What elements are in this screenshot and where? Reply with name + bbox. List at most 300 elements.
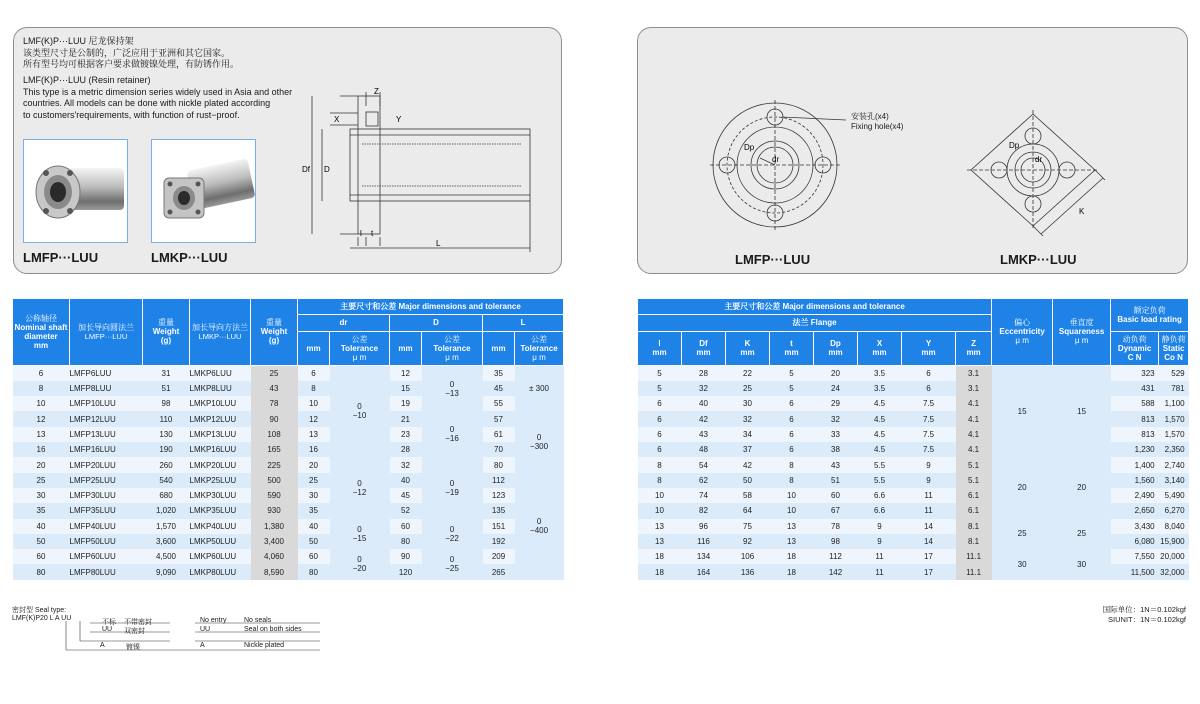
header-col-unit: mm (740, 348, 755, 358)
z-value-cell: 6.1 (956, 503, 992, 518)
tolerance-upper: 0 (449, 425, 455, 435)
z-value-cell: 4.1 (956, 427, 992, 442)
dr-tolerance-cell (330, 519, 390, 550)
lmfp-weight-cell: 190 (143, 442, 190, 457)
D-tolerance-cell (422, 519, 483, 550)
lmkp-model-cell: LMKP8LUU (190, 381, 251, 396)
dynamic-load-cell: 1,230 (1111, 442, 1159, 457)
lmkp-dr-label: dr (1035, 155, 1043, 164)
lmkp-model-cell: LMKP20LUU (190, 457, 251, 472)
t-value-cell: 13 (770, 519, 814, 534)
header-t-col (770, 331, 814, 365)
dp-value-cell: 98 (814, 534, 858, 549)
shaft-diameter-cell: 30 (13, 488, 70, 503)
table-row (13, 549, 564, 564)
y-value-cell: 14 (902, 534, 956, 549)
l-value-cell: 13 (638, 534, 682, 549)
tolerance-lower: −16 (445, 434, 459, 444)
header-D: D (390, 315, 483, 331)
eccentricity-cell: 30 (992, 549, 1053, 580)
x-value-cell: 6.6 (858, 503, 902, 518)
shaft-diameter-cell: 12 (13, 411, 70, 426)
z-value-cell: 5.1 (956, 473, 992, 488)
y-value-cell: 11 (902, 488, 956, 503)
D-tolerance-cell (422, 549, 483, 580)
df-value-cell: 28 (682, 365, 726, 381)
x-value-cell: 11 (858, 549, 902, 564)
seal-row-2-code: UU (102, 626, 113, 633)
dr-value-cell: 20 (298, 457, 330, 472)
dp-value-cell: 33 (814, 427, 858, 442)
squareness-cell: 25 (1053, 519, 1111, 550)
k-value-cell: 30 (726, 396, 770, 411)
static-load-cell: 1,100 (1159, 396, 1189, 411)
header-L-tolerance: 公差 Tolerance μ m (515, 331, 564, 365)
lmkp-weight-cell: 165 (251, 442, 298, 457)
seal-row-2-cn: 双密封 (124, 628, 145, 635)
static-load-cell: 5,490 (1159, 488, 1189, 503)
L-value-cell: 70 (483, 442, 515, 457)
dynamic-load-cell: 813 (1111, 411, 1159, 426)
lmfp-dr-label: dr (772, 155, 780, 164)
df-value-cell: 96 (682, 519, 726, 534)
y-value-cell: 9 (902, 457, 956, 472)
lmfp-weight-cell: 540 (143, 473, 190, 488)
tolerance-lower: −400 (530, 526, 549, 536)
tolerance-upper: 0 (449, 524, 455, 534)
D-value-cell: 120 (390, 564, 422, 579)
dim-df-label: Df (302, 165, 310, 174)
shaft-diameter-cell: 10 (13, 396, 70, 411)
L-value-cell: 55 (483, 396, 515, 411)
tolerance-upper: 0 (449, 555, 455, 565)
header-D-tolerance: 公差 Tolerance μ m (422, 331, 483, 365)
lmkp-front-view (965, 110, 1110, 255)
dr-value-cell: 12 (298, 411, 330, 426)
header-major-dimensions: 主要尺寸和公差 Major dimensions and tolerance (298, 299, 564, 315)
static-load-cell: 15,900 (1159, 534, 1189, 549)
l-value-cell: 6 (638, 396, 682, 411)
dp-value-cell: 20 (814, 365, 858, 381)
dp-value-cell: 32 (814, 411, 858, 426)
lmkp-model-cell: LMKP35LUU (190, 503, 251, 518)
lmkp-model-cell: LMKP13LUU (190, 427, 251, 442)
shaft-diameter-cell: 50 (13, 534, 70, 549)
x-value-cell: 6.6 (858, 488, 902, 503)
l-value-cell: 8 (638, 473, 682, 488)
y-value-cell: 11 (902, 503, 956, 518)
dp-value-cell: 43 (814, 457, 858, 472)
D-value-cell: 52 (390, 503, 422, 518)
L-tolerance-cell (515, 473, 564, 580)
x-value-cell: 4.5 (858, 411, 902, 426)
table-row (638, 519, 1189, 534)
lmkp-weight-cell: 1,380 (251, 519, 298, 534)
static-load-cell: 2,350 (1159, 442, 1189, 457)
l-value-cell: 10 (638, 488, 682, 503)
eccentricity-cell: 20 (992, 457, 1053, 518)
lmkp-model-cell: LMKP25LUU (190, 473, 251, 488)
df-value-cell: 116 (682, 534, 726, 549)
lmkp-model-cell: LMKP50LUU (190, 534, 251, 549)
header-dynamic-load: 动负荷 Dynamic C N (1111, 331, 1159, 365)
shaft-diameter-cell: 80 (13, 564, 70, 579)
tolerance-upper: 0 (536, 433, 542, 443)
y-value-cell: 7.5 (902, 411, 956, 426)
header-lmkp-weight: 重量 Weight (g) (251, 299, 298, 366)
header-squareness: 垂直度 Squareness μ m (1053, 299, 1111, 366)
k-value-cell: 50 (726, 473, 770, 488)
tolerance-upper: 0 (357, 478, 362, 488)
dim-x-label: X (334, 115, 340, 124)
df-value-cell: 62 (682, 473, 726, 488)
l-value-cell: 8 (638, 457, 682, 472)
L-tolerance-cell (515, 365, 564, 411)
x-value-cell: 4.5 (858, 427, 902, 442)
table-row (13, 365, 564, 381)
z-value-cell: 3.1 (956, 365, 992, 381)
dp-value-cell: 24 (814, 381, 858, 396)
L-value-cell: 61 (483, 427, 515, 442)
dim-d-label: D (324, 165, 330, 174)
header-dr-mm: mm (298, 331, 330, 365)
z-value-cell: 4.1 (956, 396, 992, 411)
tolerance-lower: −22 (445, 533, 459, 543)
L-value-cell: 135 (483, 503, 515, 518)
static-load-cell: 32,000 (1159, 564, 1189, 579)
seal-row-1-en: No seals (244, 617, 272, 624)
k-value-cell: 32 (726, 411, 770, 426)
lmkp-weight-cell: 590 (251, 488, 298, 503)
L-value-cell: 57 (483, 411, 515, 426)
D-value-cell: 60 (390, 519, 422, 534)
static-load-cell: 8,040 (1159, 519, 1189, 534)
lmfp-model-cell: LMFP50LUU (70, 534, 143, 549)
L-value-cell: 35 (483, 365, 515, 381)
y-value-cell: 7.5 (902, 427, 956, 442)
l-value-cell: 5 (638, 365, 682, 381)
l-value-cell: 10 (638, 503, 682, 518)
seal-row-3-en: Nickle plated (244, 642, 285, 649)
header-col-unit: mm (872, 348, 887, 358)
lmkp-model-cell: LMKP6LUU (190, 365, 251, 381)
z-value-cell: 4.1 (956, 411, 992, 426)
lmfp-model-cell: LMFP8LUU (70, 381, 143, 396)
header-lmkp-model: 加长导向方法兰 LMKP···LUU (190, 299, 251, 366)
z-value-cell: 4.1 (956, 442, 992, 457)
header-l-col (638, 331, 682, 365)
D-value-cell: 21 (390, 411, 422, 426)
k-value-cell: 34 (726, 427, 770, 442)
lmkp-weight-cell: 90 (251, 411, 298, 426)
lmfp-model-cell: LMFP35LUU (70, 503, 143, 518)
dr-value-cell: 16 (298, 442, 330, 457)
dr-value-cell: 50 (298, 534, 330, 549)
table-row (13, 411, 564, 426)
D-value-cell: 28 (390, 442, 422, 457)
k-value-cell: 64 (726, 503, 770, 518)
dynamic-load-cell: 431 (1111, 381, 1159, 396)
fixing-hole-cn: 安装孔(x4) (851, 112, 889, 121)
lmfp-weight-cell: 110 (143, 411, 190, 426)
lmfp-model-cell: LMFP12LUU (70, 411, 143, 426)
t-value-cell: 8 (770, 473, 814, 488)
lmkp-model-cell: LMKP80LUU (190, 564, 251, 579)
l-value-cell: 13 (638, 519, 682, 534)
lmkp-weight-cell: 8,590 (251, 564, 298, 579)
tolerance-upper: 0 (536, 517, 542, 527)
header-dr-tolerance: 公差 Tolerance μ m (330, 331, 390, 365)
dr-value-cell: 13 (298, 427, 330, 442)
t-value-cell: 18 (770, 549, 814, 564)
header-col-unit: mm (652, 348, 667, 358)
df-value-cell: 40 (682, 396, 726, 411)
k-value-cell: 22 (726, 365, 770, 381)
z-value-cell: 6.1 (956, 488, 992, 503)
df-value-cell: 134 (682, 549, 726, 564)
y-value-cell: 17 (902, 549, 956, 564)
lmfp-weight-cell: 680 (143, 488, 190, 503)
shaft-diameter-cell: 60 (13, 549, 70, 564)
lmkp-weight-cell: 500 (251, 473, 298, 488)
dr-value-cell: 25 (298, 473, 330, 488)
header-eccentricity: 偏心 Eccentricity μ m (992, 299, 1053, 366)
tolerance-lower: −13 (445, 388, 459, 398)
header-col-unit: mm (784, 348, 799, 358)
l-value-cell: 6 (638, 411, 682, 426)
df-value-cell: 32 (682, 381, 726, 396)
lmfp-model-cell: LMFP40LUU (70, 519, 143, 534)
header-dp-col (814, 331, 858, 365)
squareness-cell: 30 (1053, 549, 1111, 580)
header-lmfp-model: 加长导向圆法兰 LMFP···LUU (70, 299, 143, 366)
squareness-cell: 20 (1053, 457, 1111, 518)
header-col-name: Df (699, 339, 708, 349)
drawing-lmkp-caption: LMKP···LUU (1000, 252, 1077, 267)
tolerance-upper: 0 (357, 402, 362, 412)
lmkp-weight-cell: 25 (251, 365, 298, 381)
shaft-diameter-cell: 6 (13, 365, 70, 381)
lmfp-model-cell: LMFP20LUU (70, 457, 143, 472)
dynamic-load-cell: 813 (1111, 427, 1159, 442)
header-df-col (682, 331, 726, 365)
header-col-name: K (744, 339, 751, 349)
dp-value-cell: 78 (814, 519, 858, 534)
z-value-cell: 11.1 (956, 549, 992, 564)
x-value-cell: 5.5 (858, 457, 902, 472)
header-col-unit: mm (696, 348, 711, 358)
z-value-cell: 8.1 (956, 534, 992, 549)
lmfp-model-cell: LMFP30LUU (70, 488, 143, 503)
dp-value-cell: 29 (814, 396, 858, 411)
df-value-cell: 74 (682, 488, 726, 503)
seal-type-code: LMF(K)P20 L A UU (12, 615, 72, 622)
dimension-table-left (12, 298, 564, 580)
fixing-hole-note (851, 112, 903, 132)
static-load-cell: 529 (1159, 365, 1189, 381)
intro-en-line: countries. All models can be done with nickle plated according (23, 98, 271, 108)
header-col-unit: mm (921, 348, 936, 358)
t-value-cell: 5 (770, 365, 814, 381)
seal-row-3-cn: 镀镍 (126, 644, 140, 651)
dp-value-cell: 51 (814, 473, 858, 488)
lmkp-model-cell: LMKP60LUU (190, 549, 251, 564)
L-value-cell: 151 (483, 519, 515, 534)
k-value-cell: 58 (726, 488, 770, 503)
shaft-diameter-cell: 16 (13, 442, 70, 457)
dr-tolerance-cell (330, 457, 390, 518)
header-col-unit: mm (828, 348, 843, 358)
y-value-cell: 14 (902, 519, 956, 534)
header-lmfp-weight: 重量 Weight (g) (143, 299, 190, 366)
seal-row-2-en: Seal on both sides (244, 626, 302, 633)
dp-value-cell: 38 (814, 442, 858, 457)
shaft-diameter-cell: 13 (13, 427, 70, 442)
dr-tolerance-cell (330, 549, 390, 580)
dimension-table-right (637, 298, 1189, 580)
dim-l-small-label: l (360, 229, 362, 238)
header-flange: 法兰 Flange (638, 315, 992, 331)
seal-legend-lines (30, 613, 330, 653)
dynamic-load-cell: 3,430 (1111, 519, 1159, 534)
header-col-unit: mm (966, 348, 981, 358)
header-col-name: t (790, 339, 793, 349)
squareness-cell: 15 (1053, 365, 1111, 457)
unit-note-cn: 国际单位：1N＝0.102kgf (1102, 605, 1186, 614)
lmfp-weight-cell: 31 (143, 365, 190, 381)
dr-value-cell: 10 (298, 396, 330, 411)
lmfp-caption: LMFP···LUU (23, 250, 99, 265)
t-value-cell: 10 (770, 488, 814, 503)
df-value-cell: 164 (682, 564, 726, 579)
header-static-load: 静负荷 Static Co N (1159, 331, 1189, 365)
shaft-diameter-cell: 25 (13, 473, 70, 488)
lmkp-model-cell: LMKP16LUU (190, 442, 251, 457)
dynamic-load-cell: 588 (1111, 396, 1159, 411)
table-row (13, 519, 564, 534)
lmfp-weight-cell: 98 (143, 396, 190, 411)
lmkp-weight-cell: 225 (251, 457, 298, 472)
dr-value-cell: 60 (298, 549, 330, 564)
header-k-col (726, 331, 770, 365)
y-value-cell: 9 (902, 473, 956, 488)
lmfp-weight-cell: 130 (143, 427, 190, 442)
k-value-cell: 106 (726, 549, 770, 564)
l-value-cell: 6 (638, 427, 682, 442)
lmfp-dp-label: Dp (744, 143, 755, 152)
eccentricity-cell: 25 (992, 519, 1053, 550)
intro-cn-line: 所有型号均可根据客户要求做镀镍处理，有防锈作用。 (23, 59, 240, 69)
dr-value-cell: 30 (298, 488, 330, 503)
l-value-cell: 6 (638, 442, 682, 457)
lmkp-weight-cell: 4,060 (251, 549, 298, 564)
z-value-cell: 3.1 (956, 381, 992, 396)
t-value-cell: 6 (770, 396, 814, 411)
tolerance-lower: −300 (530, 442, 549, 452)
y-value-cell: 6 (902, 365, 956, 381)
lmkp-dp-label: Dp (1009, 141, 1020, 150)
L-value-cell: 80 (483, 457, 515, 472)
t-value-cell: 8 (770, 457, 814, 472)
dynamic-load-cell: 11,500 (1111, 564, 1159, 579)
dr-tolerance-cell (330, 365, 390, 457)
lmfp-model-cell: LMFP80LUU (70, 564, 143, 579)
lmfp-weight-cell: 260 (143, 457, 190, 472)
header-col-name: X (876, 339, 883, 349)
table-row (638, 365, 1189, 381)
static-load-cell: 2,740 (1159, 457, 1189, 472)
D-tolerance-cell (422, 411, 483, 457)
shaft-diameter-cell: 20 (13, 457, 70, 472)
dp-value-cell: 60 (814, 488, 858, 503)
seal-row-1-cn: 不带密封 (124, 619, 152, 626)
lmkp-weight-cell: 930 (251, 503, 298, 518)
header-L-mm: mm (483, 331, 515, 365)
eccentricity-cell: 15 (992, 365, 1053, 457)
L-value-cell: 45 (483, 381, 515, 396)
lmfp-weight-cell: 3,600 (143, 534, 190, 549)
lmfp-weight-cell: 51 (143, 381, 190, 396)
dr-value-cell: 8 (298, 381, 330, 396)
dim-L-label: L (436, 239, 441, 248)
lmfp-product-photo (23, 139, 128, 243)
dr-value-cell: 35 (298, 503, 330, 518)
header-dr: dr (298, 315, 390, 331)
lmfp-model-cell: LMFP60LUU (70, 549, 143, 564)
header-z-col (956, 331, 992, 365)
shaft-diameter-cell: 8 (13, 381, 70, 396)
y-value-cell: 6 (902, 381, 956, 396)
k-value-cell: 92 (726, 534, 770, 549)
lmkp-weight-cell: 43 (251, 381, 298, 396)
D-value-cell: 23 (390, 427, 422, 442)
df-value-cell: 48 (682, 442, 726, 457)
lmfp-model-cell: LMFP10LUU (70, 396, 143, 411)
tolerance-upper: 0 (357, 524, 362, 534)
static-load-cell: 1,570 (1159, 427, 1189, 442)
tolerance-lower: −15 (352, 533, 367, 543)
intro-cn-line: 该类型尺寸是公制的，广泛应用于亚洲和其它国家。 (23, 47, 231, 58)
l-value-cell: 18 (638, 549, 682, 564)
unit-note-en: SIUNIT：1N＝0.102kgf (1108, 615, 1186, 624)
seal-row-1-en-code: No entry (200, 617, 227, 624)
intro-en-line: to customers'requirements, with function of rust−proof. (23, 109, 240, 120)
x-value-cell: 3.5 (858, 365, 902, 381)
intro-en-line: This type is a metric dimension series widely used in Asia and other (23, 86, 293, 97)
z-value-cell: 5.1 (956, 457, 992, 472)
k-value-cell: 37 (726, 442, 770, 457)
lmkp-product-photo (151, 139, 256, 243)
dp-value-cell: 142 (814, 564, 858, 579)
D-value-cell: 80 (390, 534, 422, 549)
intro-cn-title: LMF(K)P···LUU 尼龙保持架 (23, 36, 134, 46)
dr-value-cell: 40 (298, 519, 330, 534)
lmfp-model-cell: LMFP16LUU (70, 442, 143, 457)
df-value-cell: 82 (682, 503, 726, 518)
dr-value-cell: 80 (298, 564, 330, 579)
y-value-cell: 7.5 (902, 442, 956, 457)
dim-z-label: Z (374, 87, 379, 96)
header-col-name: Dp (830, 339, 841, 349)
lmfp-weight-cell: 1,570 (143, 519, 190, 534)
D-value-cell: 32 (390, 457, 422, 472)
t-value-cell: 6 (770, 427, 814, 442)
y-value-cell: 17 (902, 564, 956, 579)
static-load-cell: 20,000 (1159, 549, 1189, 564)
shaft-diameter-cell: 35 (13, 503, 70, 518)
L-value-cell: 192 (483, 534, 515, 549)
static-load-cell: 6,270 (1159, 503, 1189, 518)
